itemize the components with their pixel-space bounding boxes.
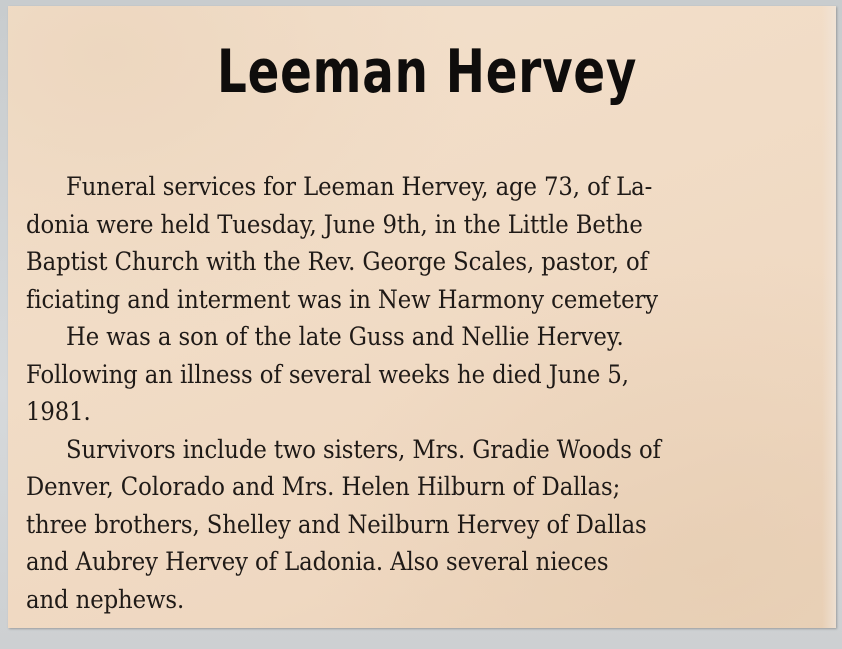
- obituary-headline: Leeman Hervey: [217, 37, 638, 107]
- article-line: donia were held Tuesday, June 9th, in the Little Bethe: [26, 209, 643, 239]
- article-line: Baptist Church with the Rev. George Scales, pastor, of: [26, 247, 648, 276]
- article-line: He was a son of the late Guss and Nellie Hervey.: [66, 322, 624, 351]
- article-line: and nephews.: [26, 584, 185, 614]
- newspaper-clipping: [8, 6, 836, 628]
- article-line: ficiating and interment was in New Harmony cemetery: [26, 284, 659, 314]
- article-line: Survivors include two sisters, Mrs. Gradie Woods of: [66, 434, 661, 464]
- article-line: 1981.: [26, 397, 91, 426]
- article-line: and Aubrey Hervey of Ladonia. Also several nieces: [26, 547, 609, 576]
- article-line: Denver, Colorado and Mrs. Helen Hilburn of Dallas;: [26, 472, 621, 501]
- article-line: Funeral services for Leeman Hervey, age 73, of La-: [66, 172, 653, 201]
- obituary-body: [26, 168, 841, 618]
- article-line: Following an illness of several weeks he died June 5,: [26, 359, 629, 389]
- article-line: three brothers, Shelley and Neilburn Hervey of Dallas: [26, 509, 647, 539]
